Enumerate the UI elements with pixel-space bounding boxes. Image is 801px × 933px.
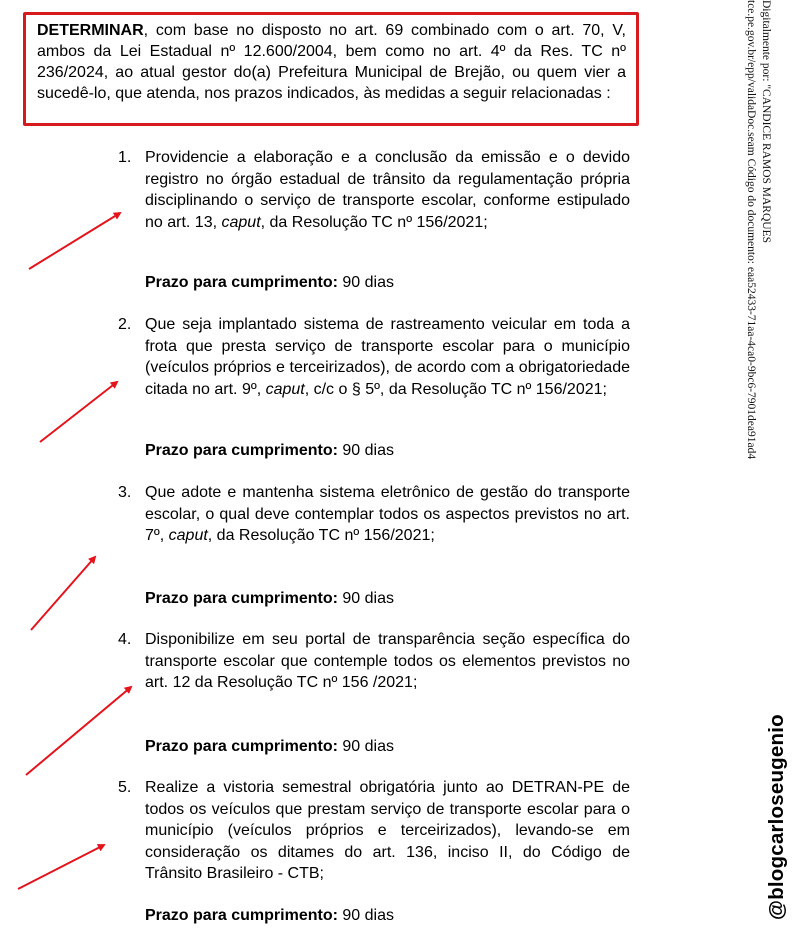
prazo-value: 90 dias [337, 590, 394, 607]
arrow-icon [40, 382, 117, 442]
arrow-icon [29, 213, 120, 269]
item-number: 5. [118, 779, 132, 796]
item-text-after: , da Resolução TC nº 156/2021; [260, 213, 488, 231]
validation-line: tce.pe.gov.br/epp/validaDoc.seam Código do documento: eaa52433-71aa-4ca0-9bc6-7901dea91ad4 [745, 0, 757, 460]
item-number: 3. [118, 484, 132, 501]
item-italic: caput [221, 213, 261, 231]
prazo-value: 90 dias [337, 907, 394, 924]
item-text: Providencie a elaboração e a conclusão da emissão e o devido registro no órgão estadual de trânsito da regulamentação própria disciplinando o serviço de transporte escolar, conforme estipulado no art. 13, [145, 149, 630, 231]
blog-watermark-text: @blogcarloseugenio [765, 714, 788, 920]
arrow-icon [26, 687, 131, 775]
prazo-value: 90 dias [337, 442, 394, 459]
item-text-after: , c/c o § 5º, da Resolução TC nº 156/2021; [304, 380, 607, 398]
prazo-label: Prazo para cumprimento: [145, 442, 338, 459]
item-text-after: , da Resolução TC nº 156/2021; [207, 527, 435, 544]
item-number: 4. [118, 631, 132, 648]
prazo-label: Prazo para cumprimento: [145, 590, 338, 607]
determinar-lead: DETERMINAR [37, 22, 144, 39]
prazo-label: Prazo para cumprimento: [145, 738, 338, 755]
item-text: Que adote e mantenha sistema eletrônico de gestão do transporte escolar, o qual deve contemplar todos os aspectos previstos no art. 7º, [145, 484, 630, 544]
item-text: Realize a vistoria semestral obrigatória junto ao DETRAN-PE de todos os veículos que prestam serviço de transporte escolar para o município (veículos próprios e terceirizados), levando-se em consideração os ditames do art. 136, inciso II, do Código de Trânsito Brasileiro - CTB; [145, 779, 630, 882]
arrow-icon [18, 845, 104, 889]
prazo-label: Prazo para cumprimento: [145, 274, 338, 291]
prazo-value: 90 dias [337, 274, 394, 291]
arrow-icon [31, 557, 95, 630]
item-text: Disponibilize em seu portal de transparência seção específica do transporte escolar que contemple todos os elementos previstos no art. 12 da Resolução TC nº 156 /2021; [145, 631, 630, 691]
prazo-value: 90 dias [337, 738, 394, 755]
item-number: 2. [118, 316, 132, 333]
item-italic: caput [265, 380, 305, 398]
item-number: 1. [118, 149, 132, 166]
item-italic: caput [168, 527, 208, 544]
item-text: Que seja implantado sistema de rastreamento veicular em toda a frota que presta serviço de transporte escolar para o município (veículos próprios e terceirizados), de acordo com a obrigatoriedade citada no art. 9º, [145, 316, 630, 398]
signature-line: Digitalmente por: "CANDICE RAMOS MARQUES [760, 0, 772, 243]
determinar-text: , com base no disposto no art. 69 combinado com o art. 70, V, ambos da Lei Estadual nº 12.600/2004, bem como no art. 4º da Res. TC nº 236/2024, ao atual gestor do(a) Prefeitura Municipal de Brejão, ou quem vier a sucedê-lo, que atenda, nos prazos indicados, às medidas a seguir relacionadas : [37, 22, 626, 102]
prazo-label: Prazo para cumprimento: [145, 907, 338, 924]
